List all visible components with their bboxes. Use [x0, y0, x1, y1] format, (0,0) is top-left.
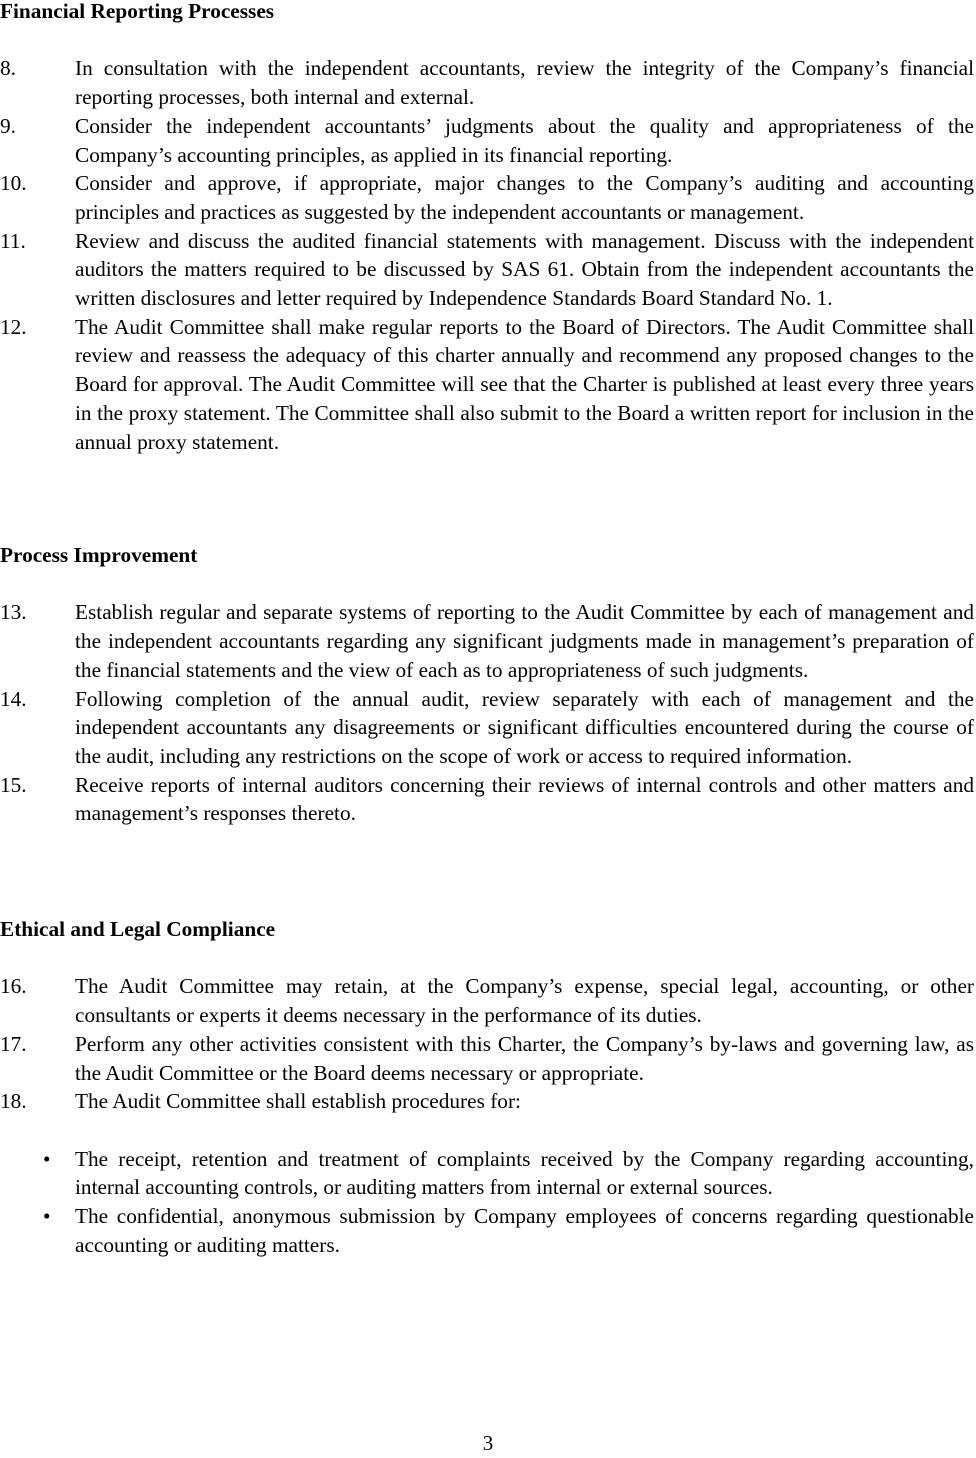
list-item [0, 1087, 974, 1116]
section-heading: Process Improvement [0, 543, 198, 567]
item-number: 15. [0, 772, 27, 797]
list-item [0, 972, 974, 1029]
item-number: 17. [0, 1031, 27, 1056]
bullet-text: The receipt, retention and treatment of complaints received by the Company regarding accounting, internal accounting controls, or auditing matters from internal or external sources. [75, 1146, 974, 1200]
item-number: 14. [0, 686, 27, 711]
list-item [0, 598, 974, 684]
item-number: 10. [0, 171, 27, 196]
section-heading: Financial Reporting Processes [0, 0, 275, 23]
item-text: Consider the independent accountants’ judgments about the quality and appropriateness of the Company’s accounting principles, as applied in its financial reporting. [75, 113, 974, 167]
item-text: Consider and approve, if appropriate, major changes to the Company’s auditing and accounting principles and practices as suggested by the independent accountants or management. [75, 171, 974, 224]
list-item [0, 169, 974, 226]
list-item [0, 1030, 974, 1087]
item-number: 13. [0, 600, 27, 625]
page-number: 3 [482, 1431, 494, 1455]
item-number: 12. [0, 314, 27, 339]
section-heading: Ethical and Legal Compliance [0, 917, 276, 941]
bullet-text: The confidential, anonymous submission by Company employees of concerns regarding questionable accounting or auditing matters. [75, 1204, 974, 1257]
item-text: Perform any other activities consistent with this Charter, the Company’s by-laws and governing law, as the Audit Committee or the Board deems necessary or appropriate. [75, 1031, 974, 1085]
section-process-improvement [0, 541, 974, 828]
item-text: Following completion of the annual audit, review separately with each of management and the independent accountants any disagreements or significant difficulties encountered during the course of the audit, including any restrictions on the scope of work or access to required information. [75, 686, 974, 768]
item-number: 16. [0, 974, 27, 999]
item-text: The Audit Committee may retain, at the Company’s expense, special legal, accounting, or other consultants or experts it deems necessary in the performance of its duties. [75, 974, 974, 1028]
item-number: 9. [0, 113, 16, 138]
item-text: The Audit Committee shall establish procedures for: [75, 1089, 521, 1114]
item-text: Establish regular and separate systems of reporting to the Audit Committee by each of management and the independent accountants regarding any significant judgments made in management’s preparation of the financial statements and the view of each as to appropriateness of such judgments. [75, 600, 974, 682]
bullet-mark: • [43, 1146, 51, 1171]
item-number: 11. [0, 228, 26, 253]
item-text: Receive reports of internal auditors concerning their reviews of internal controls and other matters and management’s responses thereto. [75, 772, 974, 826]
list-item [0, 227, 974, 313]
section-ethical-legal-compliance [0, 915, 974, 1259]
list-item [0, 112, 974, 169]
bullet-item [0, 1145, 974, 1202]
list-item [0, 313, 974, 457]
bullet-mark: • [43, 1204, 51, 1228]
section-financial-reporting [0, 0, 974, 456]
item-text: Review and discuss the audited financial statements with management. Discuss with the independent auditors the matters required to be discussed by SAS 61. Obtain from the independent accountants the written disclosures and letter required by Independence Standards Board Standard No. 1. [75, 228, 974, 311]
item-number: 18. [0, 1089, 27, 1114]
list-item [0, 54, 974, 111]
list-item [0, 685, 974, 771]
item-text: The Audit Committee shall make regular reports to the Board of Directors. The Audit Committee shall review and reassess the adequacy of this charter annually and recommend any proposed changes to the Board for approval. The Audit Committee will see that the Charter is published at least every three years in the proxy statement. The Committee shall also submit to the Board a written report for inclusion in the annual proxy statement. [75, 314, 974, 454]
item-number: 8. [0, 56, 16, 81]
bullet-item [0, 1202, 974, 1259]
item-text: In consultation with the independent accountants, review the integrity of the Company’s financial reporting processes, both internal and external. [75, 56, 974, 110]
list-item [0, 771, 974, 828]
